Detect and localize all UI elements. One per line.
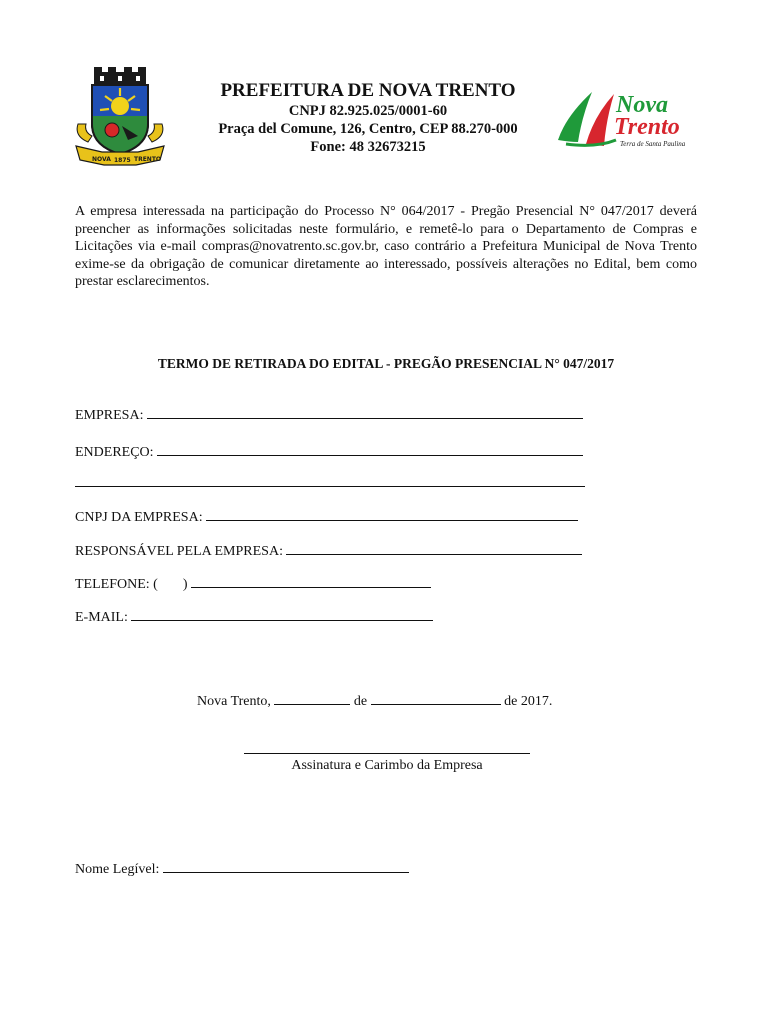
endereco-blank[interactable] [157,441,583,456]
intro-paragraph: A empresa interessada na participação do Processo N° 064/2017 - Pregão Presencial N° 047/2017 deverá preencher as informações solicitadas neste formulário, e remetê-lo para o Departamento de Compras e Licitações via e-mail compras@novatrento.sc.gov.br, caso contrário a Prefeitura Municipal de Nova Trento exime-se da obrigação de comunicar diretamente ao interessado, possíveis alterações no Edital, bem como prestar esclarecimentos. [75,204,697,290]
email-label: E-MAIL: [75,610,128,625]
endereco-continuation-blank-1[interactable] [75,472,468,487]
cnpj-label: CNPJ DA EMPRESA: [75,510,203,525]
nome-legivel-field[interactable] [75,858,409,879]
date-month-blank[interactable] [371,690,501,705]
date-line [197,690,552,711]
responsavel-label: RESPONSÁVEL PELA EMPRESA: [75,544,283,559]
ribbon-right: TRENTO [134,156,162,163]
empresa-field[interactable] [75,404,583,425]
signature-line[interactable] [244,753,530,754]
date-day-blank[interactable] [274,690,350,705]
empresa-label: EMPRESA: [75,408,144,423]
empresa-blank[interactable] [147,404,583,419]
responsavel-field[interactable] [75,540,582,561]
date-place: Nova Trento, [197,694,271,709]
logo-word-nova: Nova [616,92,668,118]
nova-trento-logo-icon [556,86,694,150]
date-de-1: de [353,694,368,709]
ribbon-center: 1875 [114,157,131,164]
endereco-continuation-field[interactable] [75,472,585,493]
responsavel-blank[interactable] [286,540,582,555]
phone-line: Fone: 48 32673215 [310,139,426,155]
logo-tagline: Terra de Santa Paulina [620,140,686,148]
prefeitura-title: PREFEITURA DE NOVA TRENTO [220,80,516,101]
cnpj-line: CNPJ 82.925.025/0001-60 [288,103,448,119]
logo-word-trento: Trento [614,114,680,140]
nome-legivel-blank[interactable] [163,858,409,873]
letterhead [190,80,546,156]
address-line: Praça del Comune, 126, Centro, CEP 88.270-000 [218,121,518,137]
nome-legivel-label: Nome Legível: [75,862,160,877]
cnpj-field[interactable] [75,506,578,527]
telefone-blank[interactable] [191,573,431,588]
email-blank[interactable] [131,606,433,621]
email-field[interactable] [75,606,433,627]
telefone-label-open: TELEFONE: ( [75,577,158,592]
endereco-field[interactable] [75,441,583,462]
date-de-2: de 2017. [504,694,553,709]
telefone-label-close: ) [182,577,188,592]
endereco-label: ENDEREÇO: [75,445,154,460]
telefone-field[interactable] [75,573,431,594]
cnpj-blank[interactable] [206,506,578,521]
endereco-continuation-blank-2[interactable] [468,472,585,487]
term-title: TERMO DE RETIRADA DO EDITAL - PREGÃO PRESENCIAL N° 047/2017 [157,356,615,371]
ribbon-left: NOVA [92,156,111,163]
coat-of-arms-icon [72,66,168,168]
signature-label: Assinatura e Carimbo da Empresa [291,758,483,773]
